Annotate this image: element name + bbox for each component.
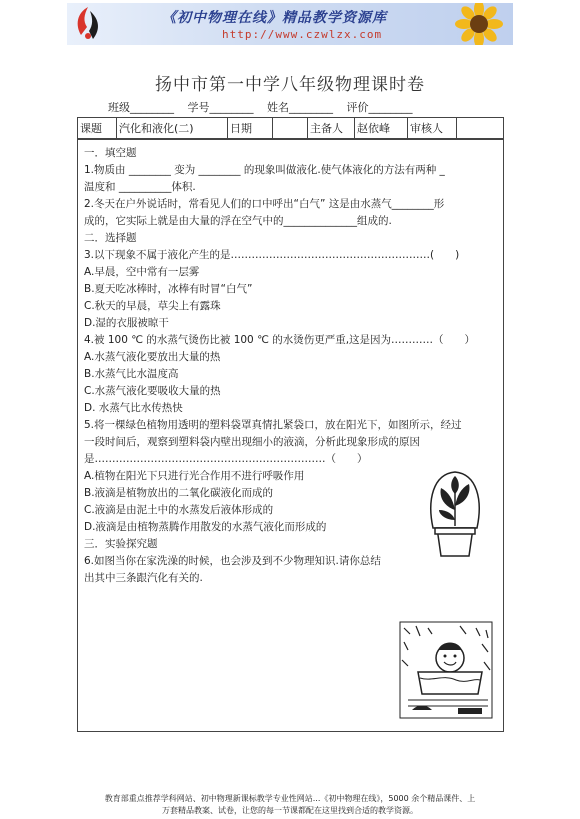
question-line: 是…………………………………………………………（ ） [84, 453, 368, 465]
page-footer [30, 793, 550, 817]
question-line: 5.将一棵绿色植物用透明的塑料袋罩真情扎紧袋口，放在阳光下，如图所示，经过 [84, 419, 462, 431]
option-line: B.夏天吃冰棒时，冰棒有时冒“白气” [84, 283, 253, 295]
footer-line: 万套精品教案、试卷，让您的每一节课都配在这里找到合适的教学资源。 [162, 806, 418, 815]
section-heading: 三．实验探究题 [84, 538, 158, 550]
preparer-value: 赵依峰 [355, 118, 408, 139]
name-field: 姓名________ [267, 101, 333, 114]
student-info-line [108, 99, 423, 115]
question-line: 温度和 __________体积. [84, 181, 196, 193]
option-line: D. 水蒸气比水传热快 [84, 402, 183, 414]
lesson-info-table [77, 117, 504, 139]
option-line: A.早晨，空中常有一层雾 [84, 266, 200, 278]
option-line: A.水蒸气液化要放出大量的热 [84, 351, 221, 363]
option-line: D.湿的衣服被晾干 [84, 317, 169, 329]
question-line: 4.被 100 ℃ 的水蒸气烫伤比被 100 ℃ 的水烫伤更严重,这是因为…………（ ） [84, 334, 476, 346]
reviewer-label: 审核人 [408, 118, 457, 139]
date-label: 日期 [228, 118, 273, 139]
topic-value: 汽化和液化(二) [117, 118, 228, 139]
table-row [78, 118, 504, 139]
option-line: B.液滴是植物放出的二氧化碳液化而成的 [84, 487, 274, 499]
preparer-label: 主备人 [308, 118, 355, 139]
option-line: B.水蒸气比水温度高 [84, 368, 179, 380]
option-line: C.液滴是由泥土中的水蒸发后液体形成的 [84, 504, 274, 516]
option-line: C.水蒸气液化要吸收大量的热 [84, 385, 221, 397]
site-logo-icon [71, 5, 105, 41]
option-line: C.秋天的早晨，草尖上有露珠 [84, 300, 221, 312]
student-id-field: 学号________ [187, 101, 254, 114]
page-title: 扬中市第一中学八年级物理课时卷 [155, 75, 425, 95]
question-line: 1.物质由 ________ 变为 ________ 的现象叫做液化.使气体液化的方法有两种 _ [84, 164, 445, 176]
date-value [273, 118, 308, 139]
question-line: 6.如图当你在家洗澡的时候，也会涉及到不少物理知识.请你总结 [84, 555, 381, 567]
section-heading: 一．填空题 [84, 147, 137, 159]
option-line: A.植物在阳光下只进行光合作用不进行呼吸作用 [84, 470, 305, 482]
reviewer-value [457, 118, 504, 139]
question-line: 一段时间后，观察到塑料袋内壁出现细小的液滴，分析此现象形成的原因 [84, 436, 420, 448]
footer-line: 教育部重点推荐学科网站、初中物理新课标教学专业性网站...《初中物理在线》，5000 余个精品课件、上 [104, 794, 476, 803]
site-banner [67, 3, 513, 45]
potted-plant-figure [425, 470, 485, 560]
bathing-cartoon-figure [398, 620, 494, 720]
topic-label: 课题 [78, 118, 117, 139]
section-heading: 二．选择题 [84, 232, 137, 244]
option-line: D.液滴是由植物蒸腾作用散发的水蒸气液化而形成的 [84, 521, 327, 533]
question-line: 3.以下现象不属于液化产生的是…………………………………………………( ) [84, 249, 460, 261]
banner-title: 《初中物理在线》精品教学资源库 [162, 10, 387, 26]
class-field: 班级________ [108, 101, 174, 114]
question-line: 成的，它实际上就是由大量的浮在空气中的______________组成的. [84, 215, 392, 227]
banner-url[interactable]: http://www.czwlzx.com [222, 28, 383, 41]
question-line: 出其中三条跟汽化有关的. [84, 572, 203, 584]
rating-field: 评价________ [346, 101, 413, 114]
sunflower-icon [447, 3, 507, 45]
question-line: 2.冬天在户外说话时，常看见人们的口中呼出“白气” 这是由水蒸气________形 [84, 198, 445, 210]
